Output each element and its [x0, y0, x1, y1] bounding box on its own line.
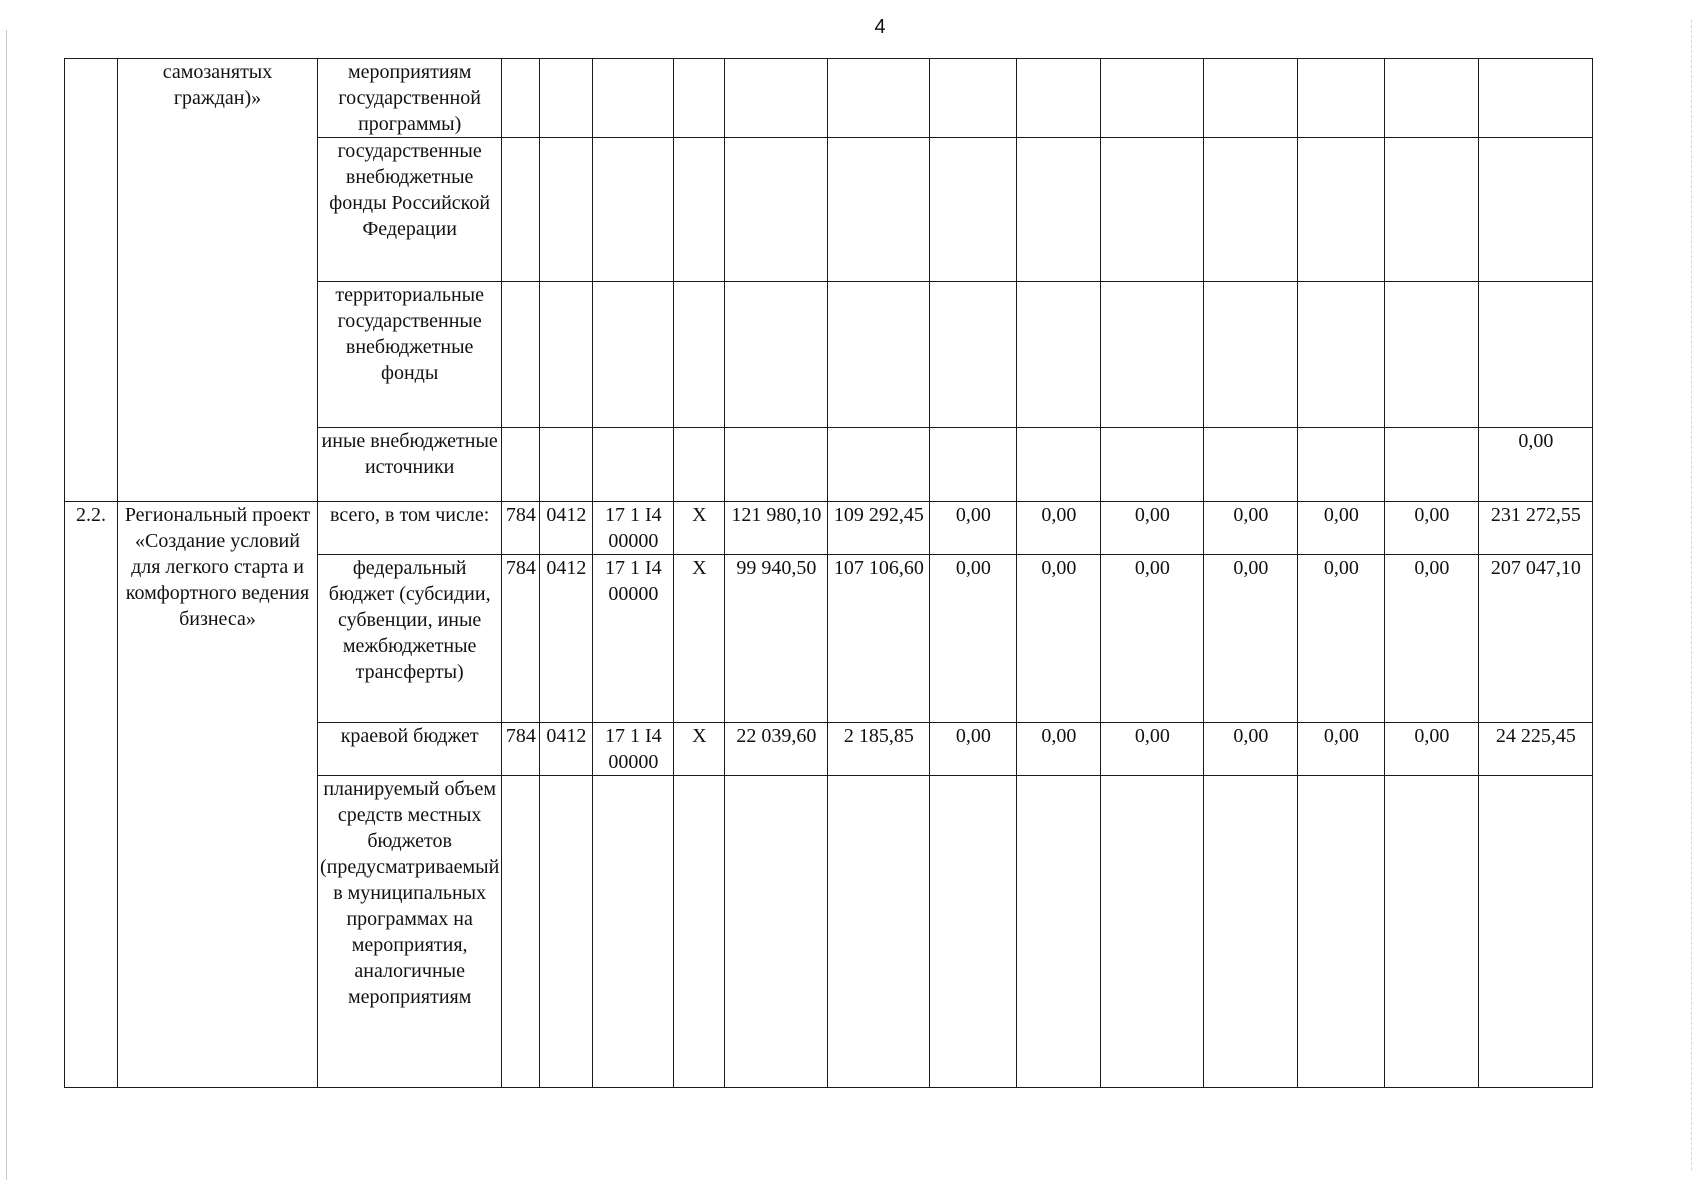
- funding-source: федеральный бюджет (субсидии, субвенции, иные межбюджетные трансферты): [318, 555, 502, 723]
- rzpr-code: 0412: [540, 502, 593, 555]
- grbs-code: 784: [502, 502, 540, 555]
- budget-table: [64, 58, 1593, 1088]
- grbs-code: [502, 776, 540, 1088]
- funding-source: мероприятиям государственной программы): [318, 59, 502, 138]
- csr-code: 17 1 I4 00000: [593, 502, 674, 555]
- value-cell: 0,00: [1204, 723, 1298, 776]
- value-cell: 0,00: [1385, 502, 1479, 555]
- scan-edge-right: [1691, 20, 1692, 1170]
- value-cell: 0,00: [1017, 502, 1101, 555]
- value-cell: 0,00: [930, 723, 1017, 776]
- funding-source: территориальные государственные внебюджетные фонды: [318, 282, 502, 428]
- rzpr-code: 0412: [540, 555, 593, 723]
- rzpr-code: [540, 776, 593, 1088]
- value-cell: 99 940,50: [725, 555, 828, 723]
- total-cell: 24 225,45: [1479, 723, 1593, 776]
- value-cell: 0,00: [1298, 502, 1385, 555]
- table-row: [65, 59, 1593, 138]
- csr-code: [593, 776, 674, 1088]
- value-cell: 0,00: [1101, 502, 1204, 555]
- total-cell: [1479, 776, 1593, 1088]
- row-index: 2.2.: [65, 502, 118, 1088]
- vr-code: [674, 776, 725, 1088]
- grbs-code: 784: [502, 555, 540, 723]
- table-row: [65, 502, 1593, 555]
- measure-name: самозанятых граждан)»: [118, 59, 318, 502]
- value-cell: [725, 776, 828, 1088]
- value-cell: 0,00: [1385, 555, 1479, 723]
- value-cell: [1204, 776, 1298, 1088]
- value-cell: 107 106,60: [828, 555, 930, 723]
- funding-source: иные внебюджетные источники: [318, 428, 502, 502]
- value-cell: 0,00: [1204, 555, 1298, 723]
- measure-name: Региональный проект «Создание условий для легкого старта и комфортного ведения бизнеса»: [118, 502, 318, 1088]
- vr-code: X: [674, 502, 725, 555]
- funding-source: планируемый объем средств местных бюджетов (предусматриваемый в муниципальных программах на мероприятия, аналогичные мероприятиям: [318, 776, 502, 1088]
- value-cell: 0,00: [1101, 555, 1204, 723]
- row-index: [65, 59, 118, 502]
- value-cell: 0,00: [930, 502, 1017, 555]
- csr-code: 17 1 I4 00000: [593, 723, 674, 776]
- vr-code: X: [674, 723, 725, 776]
- value-cell: 22 039,60: [725, 723, 828, 776]
- vr-code: X: [674, 555, 725, 723]
- value-cell: [1298, 776, 1385, 1088]
- value-cell: 0,00: [1204, 502, 1298, 555]
- grbs-code: 784: [502, 723, 540, 776]
- value-cell: [1385, 776, 1479, 1088]
- total-cell: 207 047,10: [1479, 555, 1593, 723]
- value-cell: 0,00: [930, 555, 1017, 723]
- total-cell: [1479, 138, 1593, 282]
- funding-source: государственные внебюджетные фонды Российской Федерации: [318, 138, 502, 282]
- value-cell: 0,00: [1298, 555, 1385, 723]
- value-cell: 0,00: [1101, 723, 1204, 776]
- value-cell: 0,00: [1017, 723, 1101, 776]
- rzpr-code: 0412: [540, 723, 593, 776]
- csr-code: 17 1 I4 00000: [593, 555, 674, 723]
- value-cell: 0,00: [1385, 723, 1479, 776]
- funding-source: краевой бюджет: [318, 723, 502, 776]
- total-cell: [1479, 282, 1593, 428]
- value-cell: 109 292,45: [828, 502, 930, 555]
- value-cell: [1101, 776, 1204, 1088]
- value-cell: 0,00: [1298, 723, 1385, 776]
- value-cell: 2 185,85: [828, 723, 930, 776]
- page-number: 4: [874, 16, 886, 38]
- value-cell: 0,00: [1017, 555, 1101, 723]
- scan-edge-left: [6, 30, 7, 1180]
- value-cell: [828, 776, 930, 1088]
- total-cell: [1479, 59, 1593, 138]
- total-cell: 231 272,55: [1479, 502, 1593, 555]
- value-cell: [1017, 776, 1101, 1088]
- total-cell: 0,00: [1479, 428, 1593, 502]
- value-cell: 121 980,10: [725, 502, 828, 555]
- value-cell: [930, 776, 1017, 1088]
- funding-source: всего, в том числе:: [318, 502, 502, 555]
